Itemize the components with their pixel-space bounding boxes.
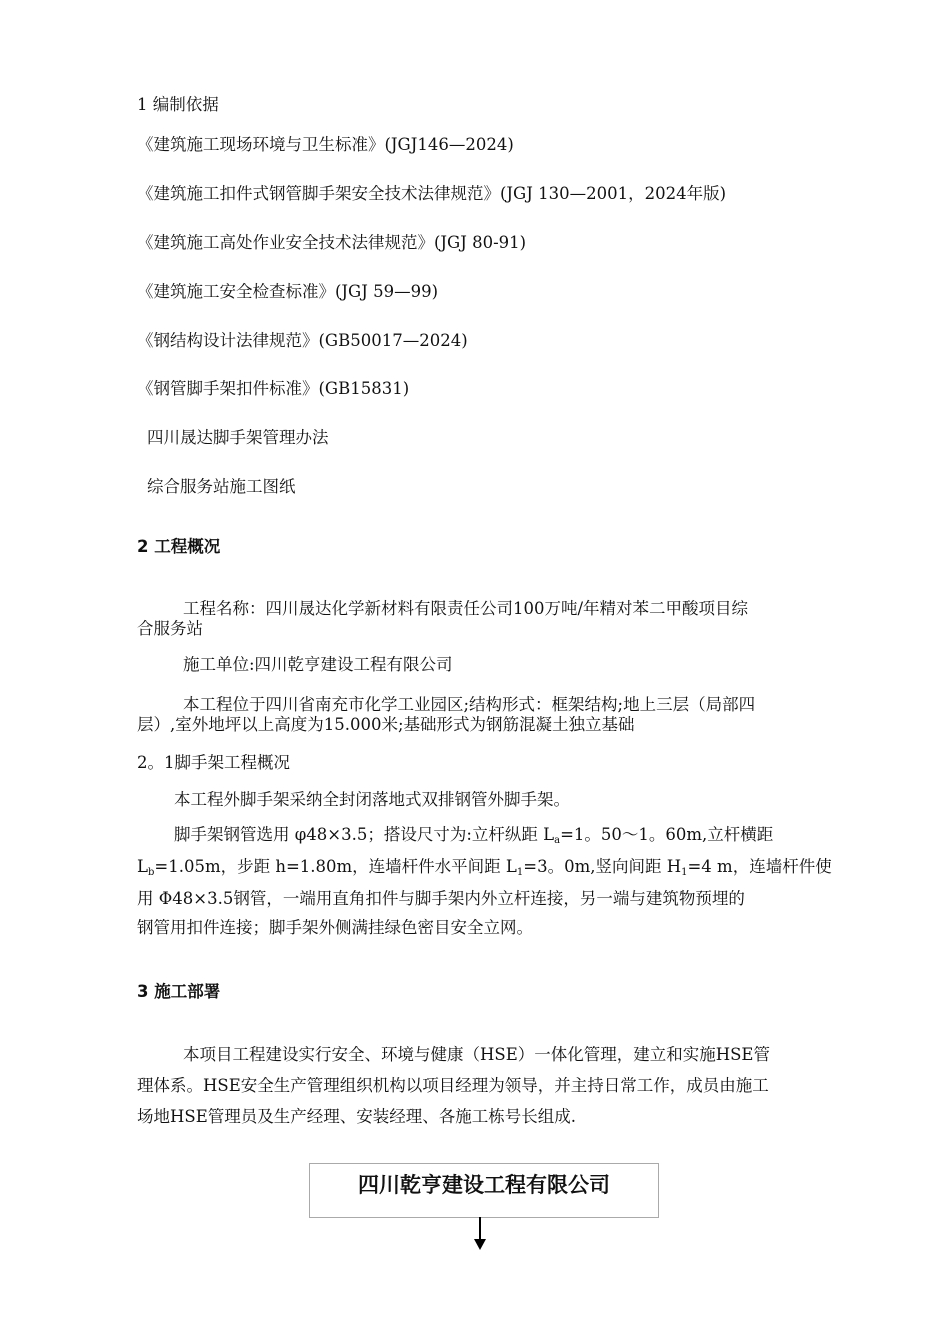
spec-line: 用 Φ48×3.5钢管，一端用直角扣件与脚手架内外立杆连接，另一端与建筑物预埋的 bbox=[137, 889, 745, 908]
deployment-line: 本项目工程建设实行安全、环境与健康（HSE）一体化管理，建立和实施HSE管 bbox=[183, 1045, 770, 1064]
deployment-paragraph bbox=[137, 1039, 857, 1132]
section3-heading: 3 施工部署 bbox=[137, 982, 221, 1001]
spec-text: L bbox=[137, 857, 148, 876]
reference-item: 《钢管脚手架扣件标准》(GB15831) bbox=[137, 379, 410, 398]
reference-item: 综合服务站施工图纸 bbox=[147, 477, 296, 496]
section1-heading: 1 编制依据 bbox=[137, 95, 219, 114]
spec-line: 钢管用扣件连接；脚手架外侧满挂绿色密目安全立网。 bbox=[137, 918, 533, 937]
org-chart-arrow-line bbox=[479, 1217, 481, 1241]
spec-text: =1.05m，步距 h=1.80m，连墙杆件水平间距 L bbox=[154, 857, 517, 876]
location-line: 本工程位于四川省南充市化学工业园区;结构形式：框架结构;地上三层（局部四 bbox=[183, 695, 756, 714]
deployment-line: 理体系。HSE安全生产管理组织机构以项目经理为领导，并主持日常工作，成员由施工 bbox=[137, 1076, 769, 1095]
org-chart-top-box bbox=[309, 1163, 659, 1218]
project-name-paragraph bbox=[137, 594, 857, 643]
org-chart-company-name: 四川乾亨建设工程有限公司 bbox=[358, 1173, 610, 1197]
location-line: 层）,室外地坪以上高度为15.000米;基础形式为钢筋混凝土独立基础 bbox=[137, 715, 635, 734]
reference-item: 《钢结构设计法律规范》(GB50017—2024) bbox=[137, 331, 468, 350]
down-arrow-icon bbox=[474, 1239, 486, 1250]
spec-text: =4 m，连墙杆件使 bbox=[687, 857, 832, 876]
project-name-line: 合服务站 bbox=[137, 619, 203, 638]
reference-item: 四川晟达脚手架管理办法 bbox=[147, 428, 329, 447]
reference-item: 《建筑施工安全检查标准》(JGJ 59—99) bbox=[137, 282, 439, 301]
location-paragraph bbox=[137, 690, 857, 739]
spec-subscript: a bbox=[554, 835, 561, 846]
spec-subscript: 1 bbox=[516, 867, 524, 878]
reference-item: 《建筑施工扣件式钢管脚手架安全技术法律规范》(JGJ 130—2001，2024年版) bbox=[137, 184, 727, 203]
spec-text: 脚手架钢管选用 φ48×3.5；搭设尺寸为:立杆纵距 L bbox=[174, 825, 555, 844]
spec-text: =3。0m,竖向间距 H bbox=[523, 857, 682, 876]
reference-item: 《建筑施工高处作业安全技术法律规范》(JGJ 80-91) bbox=[137, 233, 527, 252]
spec-subscript: b bbox=[147, 867, 155, 878]
section2-heading: 2 工程概况 bbox=[137, 537, 221, 556]
contractor-line: 施工单位:四川乾亨建设工程有限公司 bbox=[183, 655, 453, 674]
scaffold-spec-paragraph bbox=[137, 820, 857, 942]
project-name-line: 工程名称：四川晟达化学新材料有限责任公司100万吨/年精对苯二甲酸项目综 bbox=[183, 599, 749, 618]
spec-line bbox=[137, 820, 857, 852]
spec-line bbox=[137, 852, 857, 884]
deployment-line: 场地HSE管理员及生产经理、安装经理、各施工栋号长组成. bbox=[137, 1107, 576, 1126]
subsection-heading: 2。1脚手架工程概况 bbox=[137, 753, 290, 772]
scaffold-type-line: 本工程外脚手架采纳全封闭落地式双排钢管外脚手架。 bbox=[174, 790, 570, 809]
reference-item: 《建筑施工现场环境与卫生标准》(JGJ146—2024) bbox=[137, 135, 514, 154]
spec-subscript: 1 bbox=[681, 867, 688, 878]
spec-text: =1。50～1。60m,立杆横距 bbox=[560, 825, 774, 844]
